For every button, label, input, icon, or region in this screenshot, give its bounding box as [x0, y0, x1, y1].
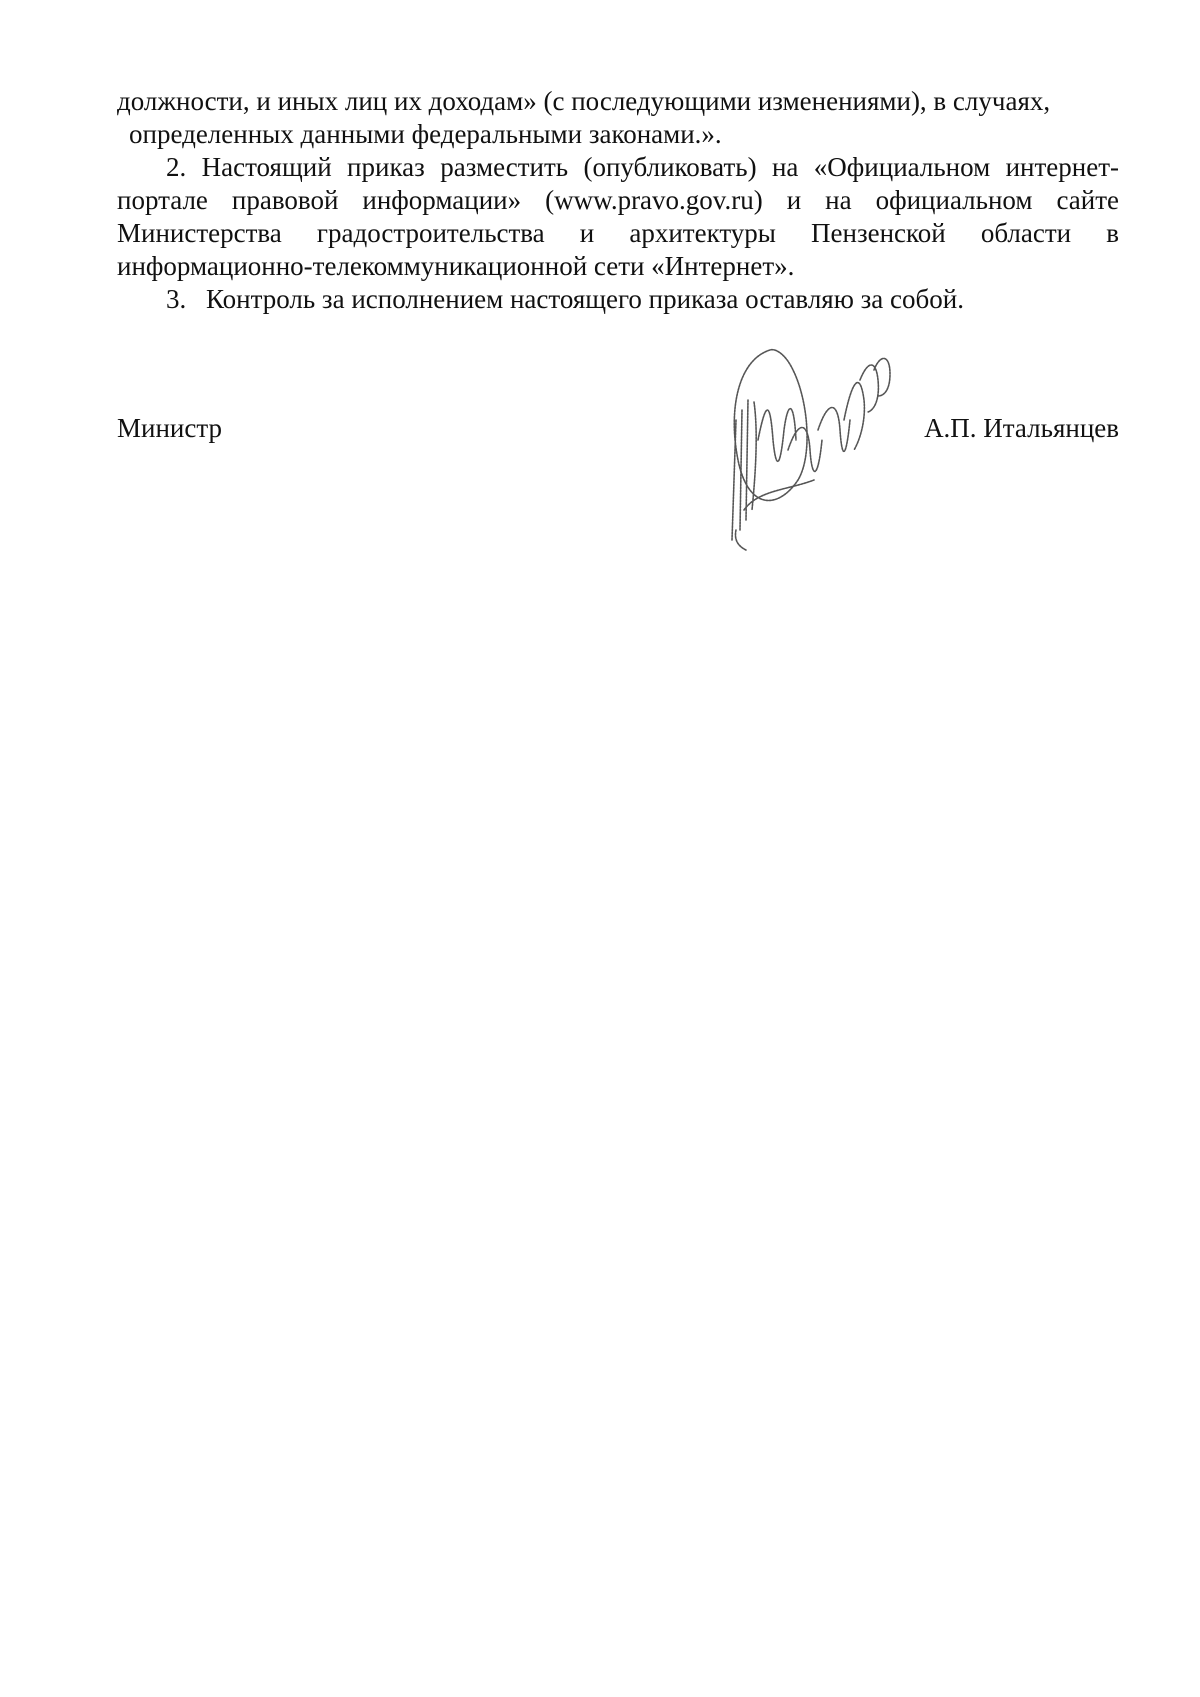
signature-row — [117, 412, 1119, 452]
document-body — [117, 85, 1119, 316]
paragraph-3-number: 3. — [166, 284, 187, 314]
paragraph-continued — [117, 85, 1119, 151]
paragraph-3-text: Контроль за исполнением настоящего приказа оставляю за собой. — [206, 284, 964, 314]
paragraph-continued-line1: должности, и иных лиц их доходам» (с последующими изменениями), в случаях, — [117, 86, 1051, 116]
signatory-name: А.П. Итальянцев — [924, 413, 1119, 443]
paragraph-3 — [117, 283, 1119, 316]
paragraph-continued-line2: определенных данными федеральными законами.». — [129, 119, 722, 149]
paragraph-2: 2. Настоящий приказ разместить (опубликовать) на «Официальном интернет-портале правовой информации» (www.pravo.gov.ru) и на официальном сайте Министерства градостроительства и архитектуры Пензенской области в информационно-телекоммуникационной сети «Интернет». — [117, 152, 1119, 281]
signatory-position: Министр — [117, 413, 222, 443]
